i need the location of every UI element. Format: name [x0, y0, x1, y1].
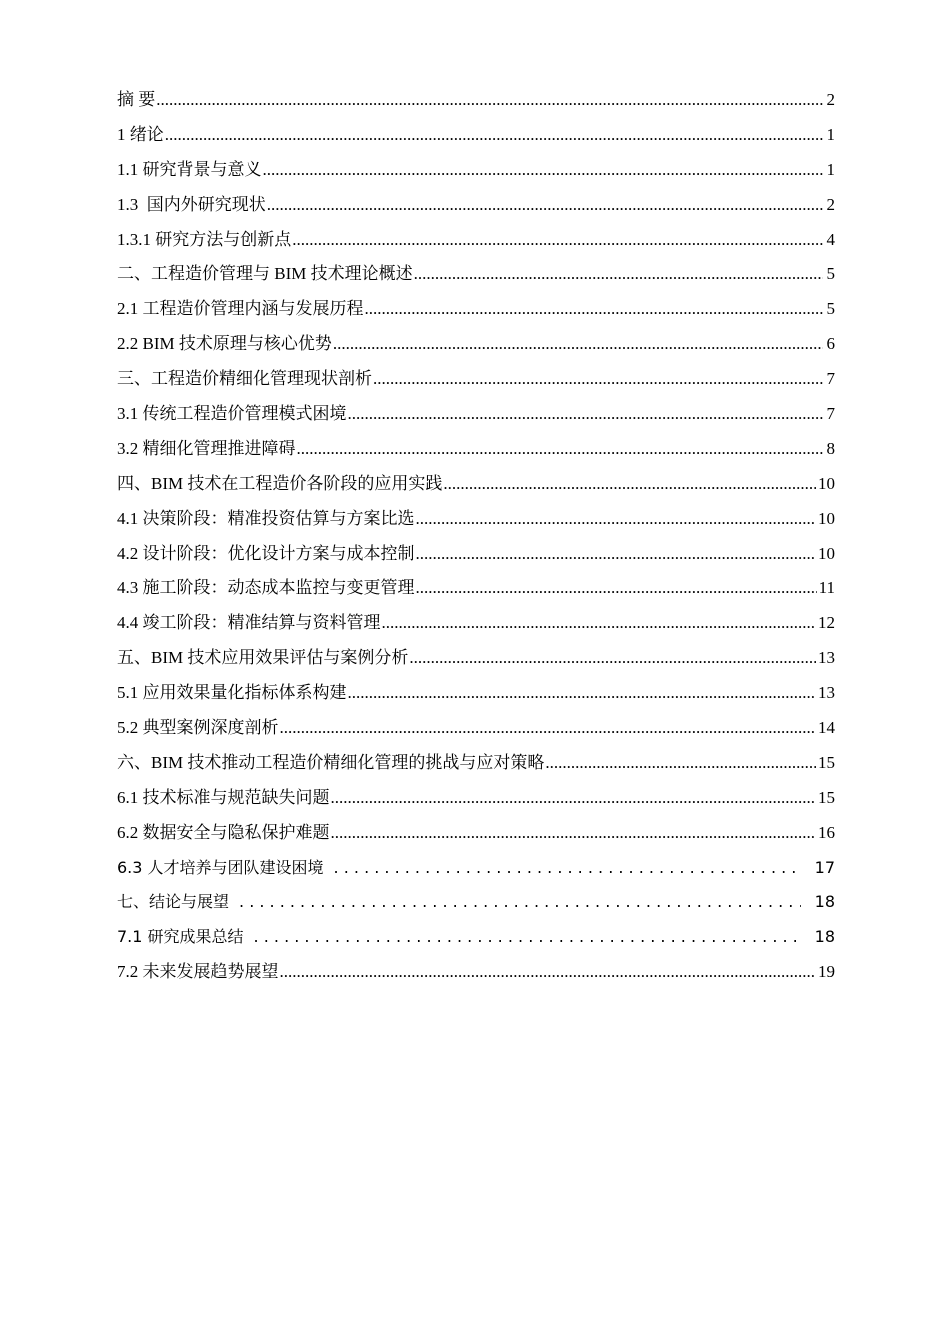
toc-entry[interactable] [117, 296, 835, 331]
toc-entry-title: 4.1 决策阶段：精准投资估算与方案比选 [117, 508, 415, 528]
toc-entry-title: 1 绪论 [117, 124, 164, 144]
toc-dot-leader [365, 296, 824, 322]
toc-entry-title: 三、工程造价精细化管理现状剖析 [117, 369, 372, 389]
toc-entry-page: 14 [818, 718, 835, 738]
toc-dot-leader [414, 261, 823, 287]
toc-dot-leader [156, 87, 823, 113]
toc-entry[interactable] [117, 331, 835, 366]
toc-entry-page: 10 [818, 543, 835, 563]
toc-entry-page: 12 [818, 613, 835, 633]
toc-entry-title: 6.2 数据安全与隐私保护难题 [117, 822, 330, 842]
toc-entry-title: 7.1 研究成果总结 [117, 927, 244, 947]
toc-dot-leader [334, 855, 801, 881]
toc-entry-title: 1.3 国内外研究现状 [117, 194, 266, 214]
toc-entry[interactable] [117, 715, 835, 750]
toc-entry-page: 5 [826, 299, 835, 319]
toc-entry[interactable] [117, 575, 835, 610]
table-of-contents [117, 87, 835, 994]
toc-dot-leader [416, 575, 817, 601]
toc-dot-leader [348, 401, 824, 427]
toc-entry[interactable] [117, 157, 835, 192]
toc-dot-leader [280, 959, 817, 985]
toc-entry[interactable] [117, 541, 835, 576]
toc-entry[interactable] [117, 122, 835, 157]
toc-entry-title: 2.1 工程造价管理内涵与发展历程 [117, 299, 364, 319]
toc-entry-page: 2 [826, 90, 835, 109]
toc-dot-leader [263, 157, 824, 183]
toc-entry-page: 7 [826, 369, 835, 389]
toc-entry[interactable] [117, 785, 835, 820]
toc-entry-page: 6 [826, 334, 835, 354]
toc-entry[interactable] [117, 820, 835, 855]
toc-dot-leader [331, 820, 817, 846]
toc-entry[interactable] [117, 610, 835, 645]
toc-dot-leader [348, 680, 817, 706]
toc-entry-page: 8 [826, 438, 835, 458]
toc-dot-leader [292, 227, 823, 253]
toc-dot-leader [297, 436, 824, 462]
toc-entry-title: 1.1 研究背景与意义 [117, 159, 262, 179]
toc-entry-title: 7.2 未来发展趋势展望 [117, 962, 279, 982]
toc-dot-leader [545, 750, 816, 776]
toc-entry-page: 10 [818, 508, 835, 528]
toc-entry-page: 7 [826, 404, 835, 424]
toc-dot-leader [267, 192, 823, 218]
toc-entry-title: 四、BIM 技术在工程造价各阶段的应用实践 [117, 473, 443, 493]
toc-entry-title: 4.3 施工阶段：动态成本监控与变更管理 [117, 578, 415, 598]
toc-dot-leader [254, 924, 801, 950]
toc-entry-page: 18 [814, 892, 835, 912]
toc-entry-page: 18 [814, 927, 835, 947]
toc-dot-leader [416, 541, 817, 567]
toc-dot-leader [333, 331, 823, 357]
toc-entry-page: 15 [818, 787, 835, 807]
toc-entry[interactable] [117, 924, 835, 959]
toc-dot-leader [165, 122, 823, 148]
toc-entry-title: 6.3 人才培养与团队建设困境 [117, 857, 324, 877]
toc-entry-page: 16 [818, 822, 835, 842]
toc-dot-leader [443, 471, 816, 497]
toc-entry-page: 1 [826, 124, 835, 144]
toc-dot-leader [409, 645, 816, 671]
toc-entry[interactable] [117, 959, 835, 994]
toc-entry-title: 5.1 应用效果量化指标体系构建 [117, 683, 347, 703]
toc-entry[interactable] [117, 889, 835, 924]
toc-entry-page: 11 [818, 578, 835, 598]
toc-entry[interactable] [117, 366, 835, 401]
toc-entry-title: 摘 要 [117, 90, 156, 109]
toc-dot-leader [331, 785, 817, 811]
toc-entry-title: 4.4 竣工阶段：精准结算与资料管理 [117, 613, 381, 633]
toc-entry-page: 13 [818, 683, 835, 703]
toc-entry-title: 3.1 传统工程造价管理模式困境 [117, 404, 347, 424]
toc-entry-title: 3.2 精细化管理推进障碍 [117, 438, 296, 458]
toc-entry-title: 4.2 设计阶段：优化设计方案与成本控制 [117, 543, 415, 563]
toc-entry-page: 2 [826, 194, 835, 214]
toc-entry-page: 10 [818, 473, 835, 493]
toc-entry-page: 1 [826, 159, 835, 179]
toc-entry[interactable] [117, 436, 835, 471]
toc-entry[interactable] [117, 471, 835, 506]
toc-entry[interactable] [117, 227, 835, 262]
toc-entry[interactable] [117, 855, 835, 890]
toc-entry[interactable] [117, 645, 835, 680]
toc-entry-page: 15 [818, 752, 835, 772]
toc-entry[interactable] [117, 680, 835, 715]
toc-entry-page: 5 [826, 264, 835, 284]
toc-entry[interactable] [117, 87, 835, 122]
toc-dot-leader [239, 889, 801, 915]
toc-entry-page: 17 [814, 857, 835, 877]
toc-entry-page: 13 [818, 648, 835, 668]
toc-entry[interactable] [117, 750, 835, 785]
toc-entry-title: 二、工程造价管理与 BIM 技术理论概述 [117, 264, 413, 284]
toc-entry-title: 2.2 BIM 技术原理与核心优势 [117, 334, 332, 354]
toc-entry-title: 五、BIM 技术应用效果评估与案例分析 [117, 648, 409, 668]
toc-entry[interactable] [117, 401, 835, 436]
toc-dot-leader [280, 715, 817, 741]
toc-entry-page: 4 [826, 229, 835, 249]
toc-dot-leader [382, 610, 817, 636]
toc-dot-leader [416, 506, 817, 532]
toc-entry-title: 5.2 典型案例深度剖析 [117, 718, 279, 738]
toc-dot-leader [373, 366, 823, 392]
toc-entry-page: 19 [818, 962, 835, 982]
toc-entry-title: 六、BIM 技术推动工程造价精细化管理的挑战与应对策略 [117, 752, 545, 772]
toc-entry[interactable] [117, 506, 835, 541]
toc-entry-title: 七、结论与展望 [117, 892, 230, 912]
toc-entry-title: 1.3.1 研究方法与创新点 [117, 229, 292, 249]
toc-entry[interactable] [117, 261, 835, 296]
toc-entry[interactable] [117, 192, 835, 227]
toc-entry-title: 6.1 技术标准与规范缺失问题 [117, 787, 330, 807]
